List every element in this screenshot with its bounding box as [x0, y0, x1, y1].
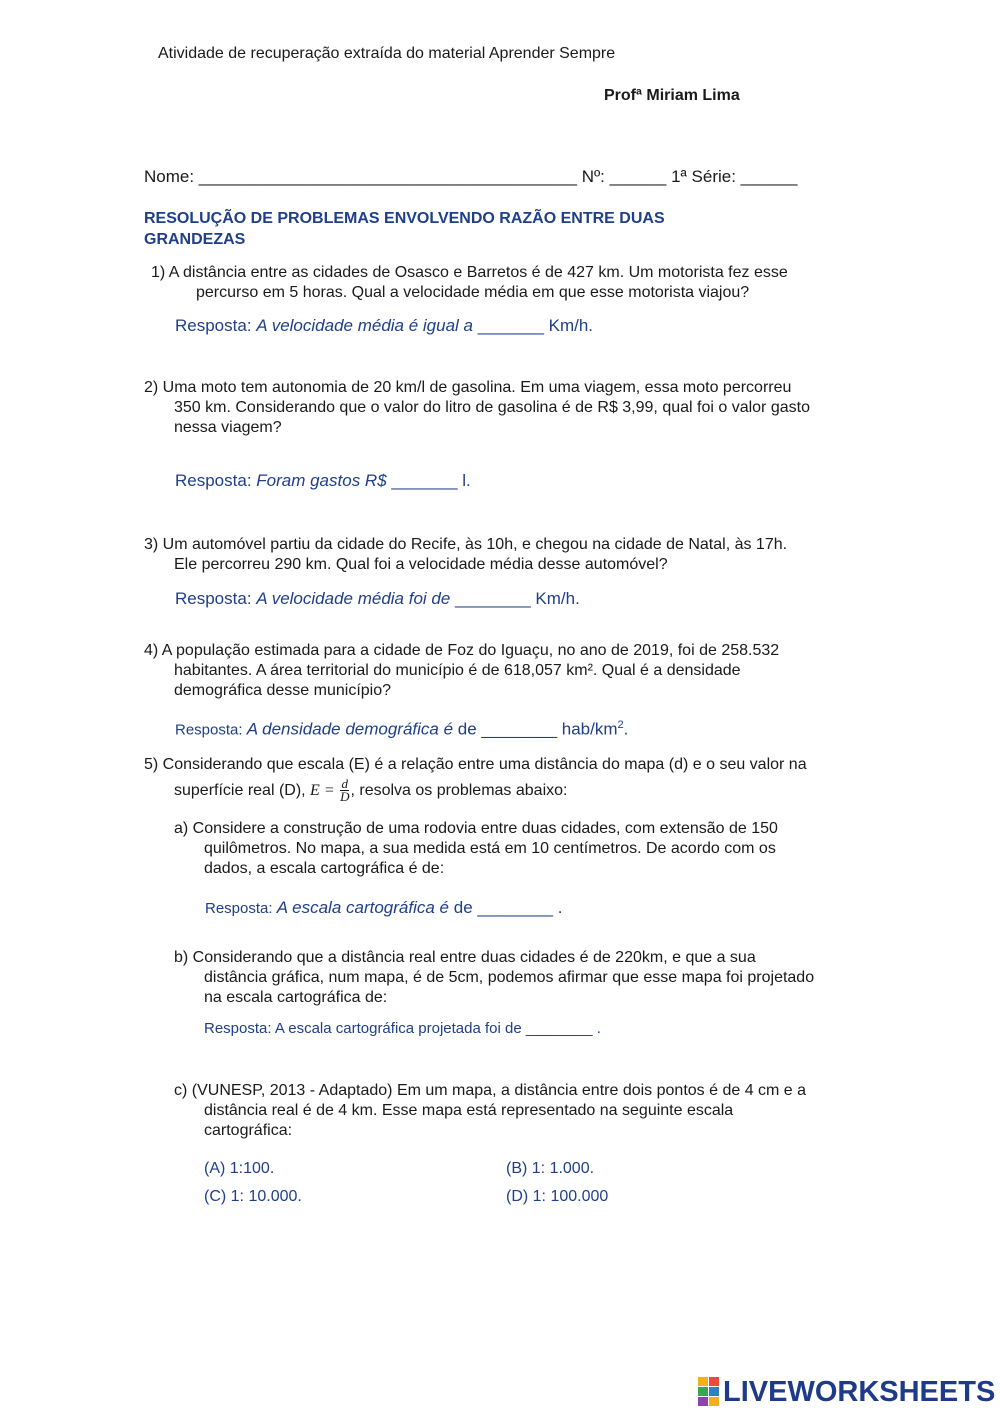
question-4-answer[interactable] [175, 719, 628, 740]
title-line-2: GRANDEZAS [144, 231, 246, 248]
answer-label: Resposta: [175, 471, 257, 490]
option-c[interactable]: (C) 1: 10.000. [204, 1188, 302, 1205]
question-5a-line-2: quilômetros. No mapa, a sua medida está em 10 centímetros. De acordo com os [204, 840, 776, 857]
question-4-line-3: demográfica desse município? [174, 682, 392, 699]
answer-blank[interactable]: _______ l. [386, 471, 471, 490]
liveworksheets-logo[interactable] [698, 1376, 995, 1408]
question-2-line-1: 2) Uma moto tem autonomia de 20 km/l de gasolina. Em uma viagem, essa moto percorreu [144, 379, 792, 396]
answer-label: Resposta: [175, 316, 257, 335]
question-3-line-1: 3) Um automóvel partiu da cidade do Recife, às 10h, e chegou na cidade de Natal, às 17h. [144, 536, 788, 553]
line-end: , resolva os problemas abaixo: [350, 782, 568, 799]
formula-lhs: E = [310, 782, 335, 799]
question-3-line-2: Ele percorreu 290 km. Qual foi a velocidade média desse automóvel? [174, 556, 668, 573]
question-4-line-2: habitantes. A área territorial do município é de 618,057 km². Qual é a densidade [174, 662, 741, 679]
question-5c-line-2: distância real é de 4 km. Esse mapa está representado na seguinte escala [204, 1102, 734, 1119]
answer-text: A escala cartográfica é [276, 898, 450, 917]
teacher-name: Profª Miriam Lima [604, 87, 740, 104]
question-2-line-3: nessa viagem? [174, 419, 282, 436]
option-a[interactable]: (A) 1:100. [204, 1160, 275, 1177]
option-d[interactable]: (D) 1: 100.000 [506, 1188, 609, 1205]
line-start: superfície real (D), [174, 782, 311, 799]
answer-blank[interactable]: de ________ . [449, 898, 563, 917]
answer-label: Resposta: [175, 721, 247, 739]
worksheet-title [144, 208, 665, 250]
question-1-line-2: percurso em 5 horas. Qual a velocidade média em que esse motorista viajou? [196, 284, 750, 301]
answer-blank[interactable]: ________ Km/h. [450, 589, 580, 608]
question-5b-line-2: distância gráfica, num mapa, é de 5cm, podemos afirmar que esse mapa foi projetado [204, 969, 815, 986]
answer-label: Resposta: [205, 900, 277, 917]
question-5b-line-1: b) Considerando que a distância real entre duas cidades é de 220km, e que a sua [174, 949, 756, 966]
option-b[interactable]: (B) 1: 1.000. [506, 1160, 595, 1177]
liveworksheets-logo-icon [698, 1377, 720, 1407]
formula-denominator: D [340, 789, 350, 805]
question-5a-answer[interactable] [205, 898, 562, 918]
answer-blank[interactable]: de ________ hab/km [453, 719, 618, 739]
title-line-1: RESOLUÇÃO DE PROBLEMAS ENVOLVENDO RAZÃO ENTRE DUAS [144, 210, 665, 227]
question-5-line-2 [174, 778, 567, 804]
answer-end: . [623, 719, 629, 739]
question-1-answer[interactable] [175, 316, 593, 336]
question-2-line-2: 350 km. Considerando que o valor do litro de gasolina é de R$ 3,99, qual foi o valor gasto [174, 399, 810, 416]
question-2-answer[interactable] [175, 471, 471, 491]
liveworksheets-logo-text: LIVEWORKSHEETS [723, 1375, 996, 1408]
question-5a-line-1: a) Considere a construção de uma rodovia entre duas cidades, com extensão de 150 [174, 820, 778, 837]
question-3-answer[interactable] [175, 589, 580, 609]
formula-fraction [340, 778, 349, 803]
question-4-line-1: 4) A população estimada para a cidade de Foz do Iguaçu, no ano de 2019, foi de 258.532 [144, 642, 780, 659]
answer-label: Resposta: [175, 589, 257, 608]
question-5b-answer[interactable]: Resposta: A escala cartográfica projetada foi de ________ . [204, 1020, 601, 1037]
answer-text: A densidade demográfica é [246, 719, 454, 739]
question-5-line-1: 5) Considerando que escala (E) é a relação entre uma distância do mapa (d) e o seu valor na [144, 756, 807, 773]
question-5c-line-1: c) (VUNESP, 2013 - Adaptado) Em um mapa, a distância entre dois pontos é de 4 cm e a [174, 1082, 807, 1099]
answer-text: Foram gastos R$ [256, 471, 387, 490]
activity-header: Atividade de recuperação extraída do material Aprender Sempre [158, 45, 616, 62]
answer-text: A velocidade média é igual a [256, 316, 473, 335]
answer-blank[interactable]: _______ Km/h. [473, 316, 594, 335]
question-1-line-1: 1) A distância entre as cidades de Osasco e Barretos é de 427 km. Um motorista fez esse [151, 264, 788, 281]
formula-numerator: d [341, 776, 349, 792]
question-5a-line-3: dados, a escala cartográfica é de: [204, 860, 445, 877]
answer-text: A velocidade média foi de [256, 589, 451, 608]
superscript: 2 [617, 719, 624, 731]
question-5b-line-3: na escala cartográfica de: [204, 989, 388, 1006]
question-5c-line-3: cartográfica: [204, 1122, 293, 1139]
name-line[interactable]: Nome: ________________________________________ Nº: ______ 1ª Série: ______ [144, 167, 798, 186]
